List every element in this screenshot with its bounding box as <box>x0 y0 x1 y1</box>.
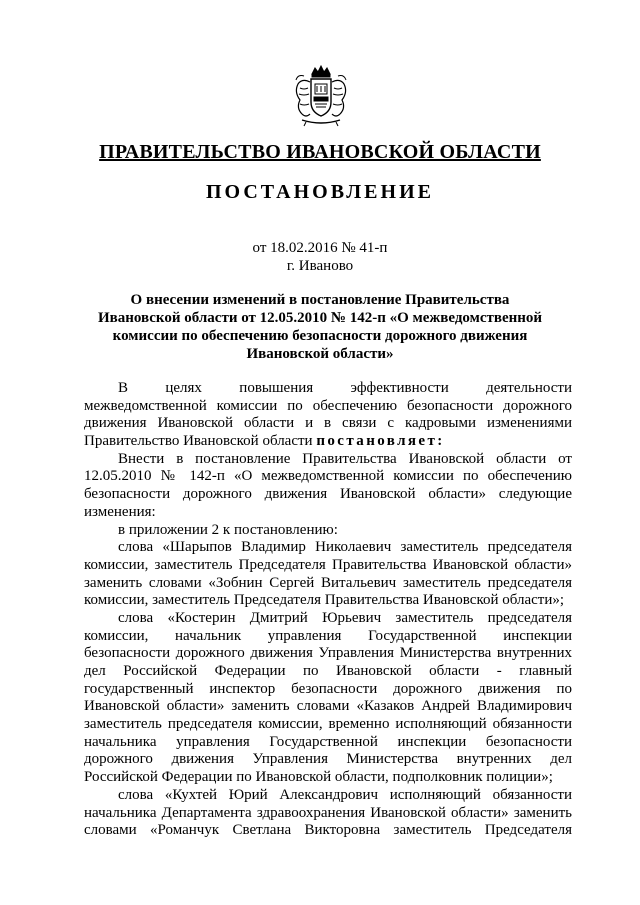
resolution-keyword: постановляет: <box>316 433 445 450</box>
body-line: слова «Костерин Дмитрий Юрьевич заместитель председателя <box>118 609 572 626</box>
subject-line: комиссии по обеспечению безопасности дорожного движения <box>112 328 528 344</box>
document-subject <box>90 291 550 363</box>
body-line <box>84 433 572 451</box>
body-line: заменить словами «Зобнин Сергей Витальевич заместитель председателя <box>84 574 572 591</box>
body-line: Внести в постановление Правительства Ивановской области от <box>118 450 572 467</box>
body-line: 12.05.2010 № 142-п «О межведомственной комиссии по обеспечению <box>84 468 572 485</box>
body-line: дел Российской Федерации по Ивановской области - главный <box>84 663 572 679</box>
subject-line: О внесении изменений в постановление Правительства <box>130 292 510 308</box>
body-line: движения Ивановской области и в связи с кадровыми изменениями <box>84 415 572 432</box>
document-body <box>84 380 572 840</box>
body-line: в приложении 2 к постановлению: <box>118 521 338 538</box>
body-line: Ивановской области» заменить словами «Казаков Андрей Владимирович <box>84 698 572 715</box>
body-line: начальника управления Государственной инспекции безопасности <box>84 733 572 750</box>
body-line: слова «Кухтей Юрий Александрович исполняющий обязанности <box>118 786 572 803</box>
body-line: слова «Шарыпов Владимир Николаевич заместитель председателя <box>118 539 572 556</box>
body-line: В целях повышения эффективности деятельности <box>118 380 572 396</box>
body-line: комиссии, заместитель Председателя Правительства Ивановской области» <box>84 556 572 573</box>
body-line: межведомственной комиссии по обеспечению безопасности дорожного <box>84 397 572 414</box>
body-line: Российской Федерации по Ивановской области, подполковник полиции»; <box>84 769 553 786</box>
body-line: комиссии, начальник управления Государственной инспекции <box>84 627 572 644</box>
body-line: комиссии, заместитель Председателя Правительства Ивановской области»; <box>84 592 565 609</box>
body-line: заместитель председателя комиссии, временно исполняющий обязанности <box>84 716 572 733</box>
subject-line: Ивановской области» <box>246 346 394 362</box>
body-line: словами «Романчук Светлана Викторовна заместитель Председателя <box>84 822 572 839</box>
coat-of-arms-emblem <box>288 64 354 130</box>
body-line: изменения: <box>84 503 156 520</box>
government-title: ПРАВИТЕЛЬСТВО ИВАНОВСКОЙ ОБЛАСТИ <box>99 141 541 163</box>
body-line: государственный инспектор безопасности дорожного движения по <box>84 680 572 697</box>
body-line: начальника Департамента здравоохранения Ивановской области» заменить <box>84 804 572 821</box>
subject-line: Ивановской области от 12.05.2010 № 142-п «О межведомственной <box>97 310 543 326</box>
body-line-prefix: Правительство Ивановской области <box>84 433 317 450</box>
document-type: ПОСТАНОВЛЕНИЕ <box>206 181 434 203</box>
body-line: дорожного движения Управления Министерства внутренних дел <box>84 751 572 768</box>
city: г. Иваново <box>286 258 354 274</box>
date-number: от 18.02.2016 № 41-п <box>252 240 388 256</box>
body-line: безопасности дорожного движения Управления Министерства внутренних <box>84 645 572 662</box>
body-line: безопасности дорожного движения Ивановской области» следующие <box>84 486 572 503</box>
